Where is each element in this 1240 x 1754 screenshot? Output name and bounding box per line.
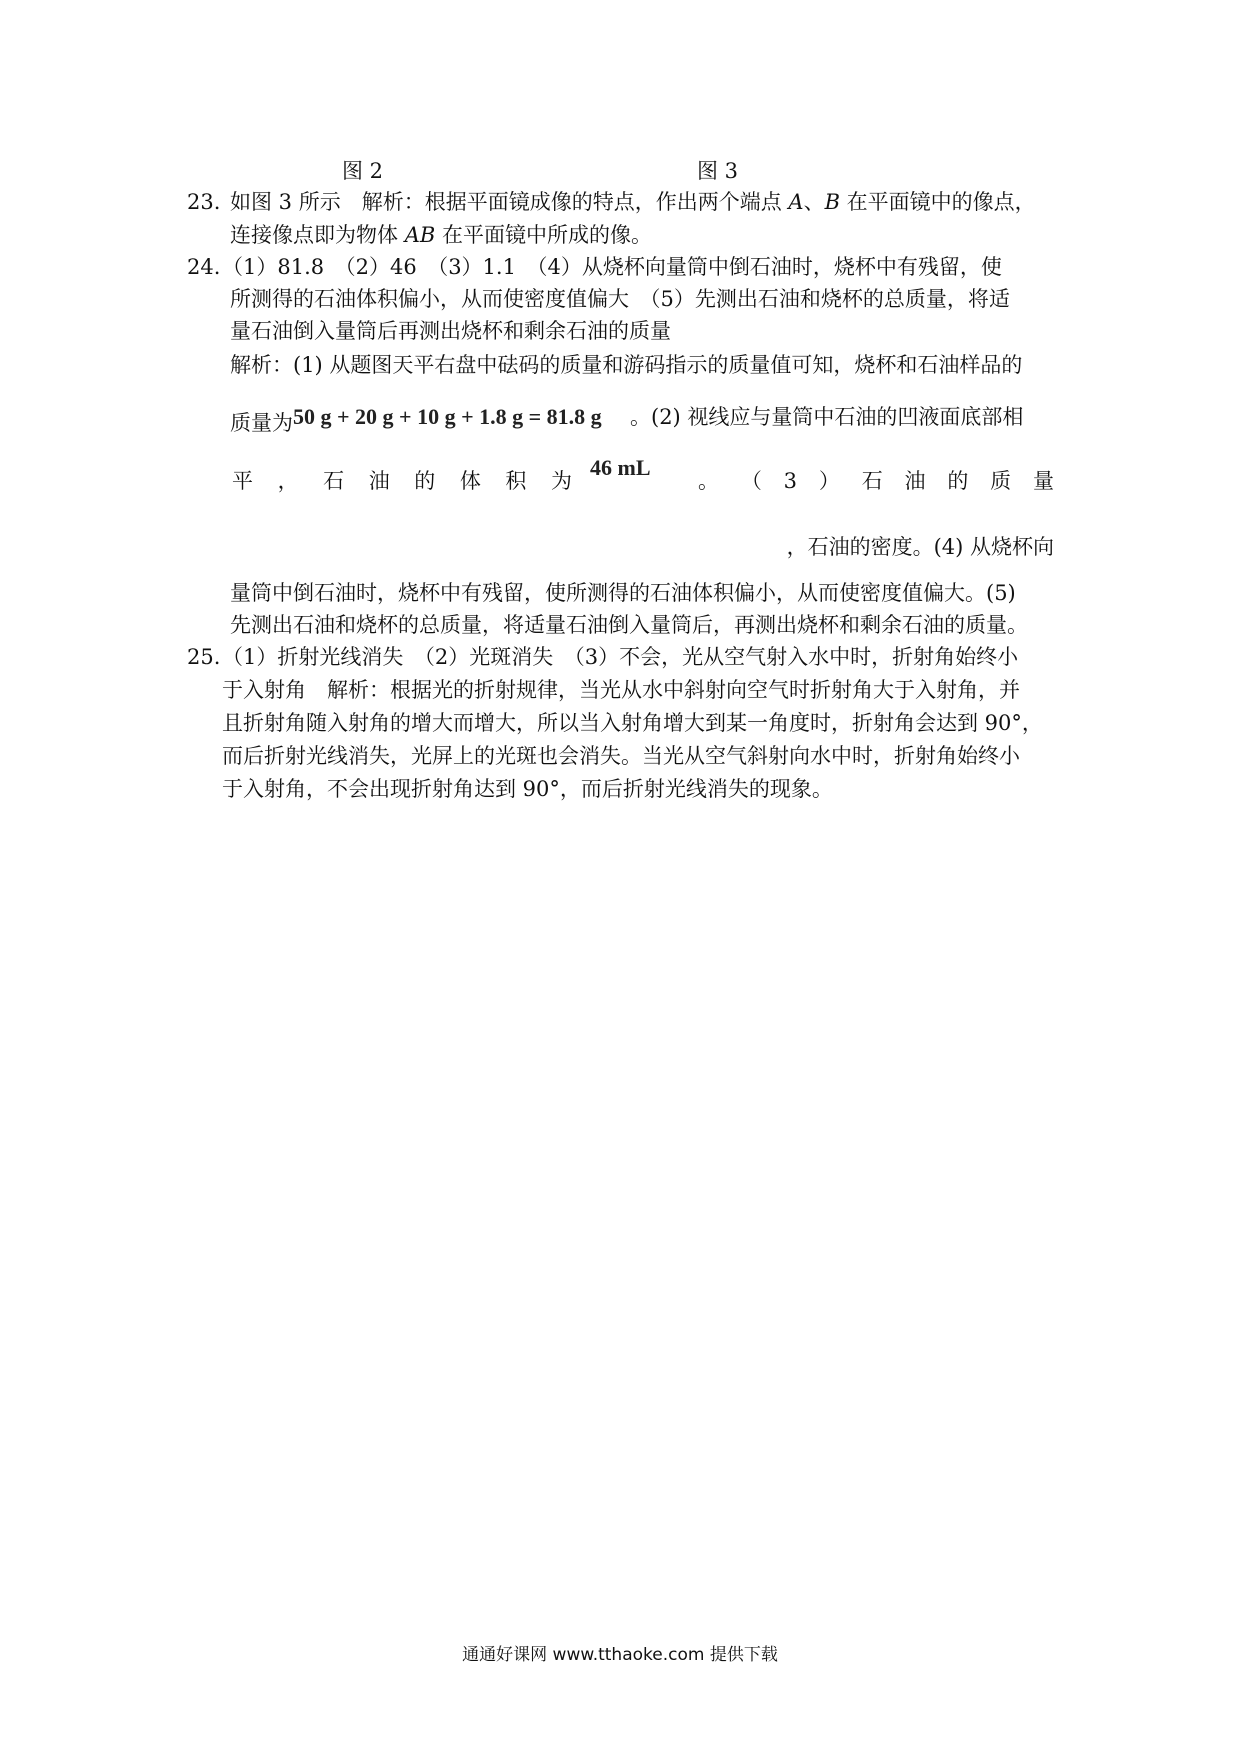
char: 体 xyxy=(459,469,481,493)
question-25-line-1: （1）折射光线消失 （2）光斑消失 （3）不会，光从空气射入水中时，折射角始终小 xyxy=(222,645,1019,669)
mass-prefix: 质量为 xyxy=(230,411,293,435)
point-b: B xyxy=(824,190,840,214)
question-25-line-2: 于入射角 解析：根据光的折射规律，当光从水中斜射向空气时折射角大于入射角，并 xyxy=(222,678,1020,702)
figure-3-caption: 图 3 xyxy=(697,159,739,183)
char: 质 xyxy=(990,469,1012,493)
question-23-line-1 xyxy=(230,187,1036,217)
question-24-line-4: 解析：(1) 从题图天平右盘中砝码的质量和游码指示的质量值可知，烧杯和石油样品的 xyxy=(230,353,1023,377)
page-footer: 通通好课网 www.tthaoke.com 提供下载 xyxy=(462,1645,778,1665)
question-23-line-2 xyxy=(230,220,652,250)
question-24-line-1: （1）81.8 （2）46 （3）1.1 （4）从烧杯向量筒中倒石油时，烧杯中有残留，使 xyxy=(222,255,1002,279)
char: 的 xyxy=(947,469,969,493)
question-24-number: 24. xyxy=(187,255,221,279)
question-24-line-7: ，石油的密度。(4) 从烧杯向 xyxy=(786,535,1054,559)
question-24-line-3: 量石油倒入量筒后再测出烧杯和剩余石油的质量 xyxy=(230,319,671,343)
question-25-number: 25. xyxy=(187,645,221,669)
char: 油 xyxy=(368,469,390,493)
question-24-line-6-left xyxy=(232,466,572,496)
separator: 、 xyxy=(803,190,825,214)
point-a: A xyxy=(788,190,804,214)
char: ） xyxy=(818,469,840,493)
char: 积 xyxy=(505,469,527,493)
question-25-line-5: 于入射角，不会出现折射角达到 90°，而后折射光线消失的现象。 xyxy=(222,777,833,801)
question-24-line-8: 量筒中倒石油时，烧杯中有残留，使所测得的石油体积偏小，从而使密度值偏大。(5) xyxy=(230,581,1016,605)
figure-2-caption: 图 2 xyxy=(342,159,384,183)
char: 油 xyxy=(904,469,926,493)
char: ， xyxy=(277,469,299,493)
question-23-text: 在平面镜中所成的像。 xyxy=(435,223,652,247)
question-24-line-5-suffix: 。(2) 视线应与量筒中石油的凹液面底部相 xyxy=(630,405,1024,429)
char: 石 xyxy=(323,469,345,493)
char: 平 xyxy=(232,469,253,493)
question-25-line-3: 且折射角随入射角的增大而增大，所以当入射角增大到某一角度时，折射角会达到 90°， xyxy=(222,711,1043,735)
question-24-line-2: 所测得的石油体积偏小，从而使密度值偏大 （5）先测出石油和烧杯的总质量，将适 xyxy=(230,287,1010,311)
volume-equation-image: 46 mL xyxy=(590,455,651,480)
question-24-line-9: 先测出石油和烧杯的总质量，将适量石油倒入量筒后，再测出烧杯和剩余石油的质量。 xyxy=(230,613,1028,637)
mass-equation-image: 50 g + 20 g + 10 g + 1.8 g = 81.8 g xyxy=(293,404,602,429)
char: （ xyxy=(740,469,762,493)
question-23-text: 连接像点即为物体 xyxy=(230,223,405,247)
question-23-text: 在平面镜中的像点， xyxy=(840,190,1036,214)
char: 。 xyxy=(698,469,719,493)
char: 为 xyxy=(550,469,572,493)
question-24-line-5 xyxy=(230,402,602,438)
char: 石 xyxy=(861,469,883,493)
char: 3 xyxy=(783,469,798,493)
question-25-line-4: 而后折射光线消失，光屏上的光斑也会消失。当光从空气斜射向水中时，折射角始终小 xyxy=(222,744,1020,768)
question-24-line-6-right xyxy=(698,466,1054,496)
question-23-text: 如图 3 所示 解析：根据平面镜成像的特点，作出两个端点 xyxy=(230,190,789,214)
char: 量 xyxy=(1033,469,1054,493)
object-ab: AB xyxy=(404,223,436,247)
char: 的 xyxy=(414,469,436,493)
question-23-number: 23. xyxy=(187,190,221,214)
